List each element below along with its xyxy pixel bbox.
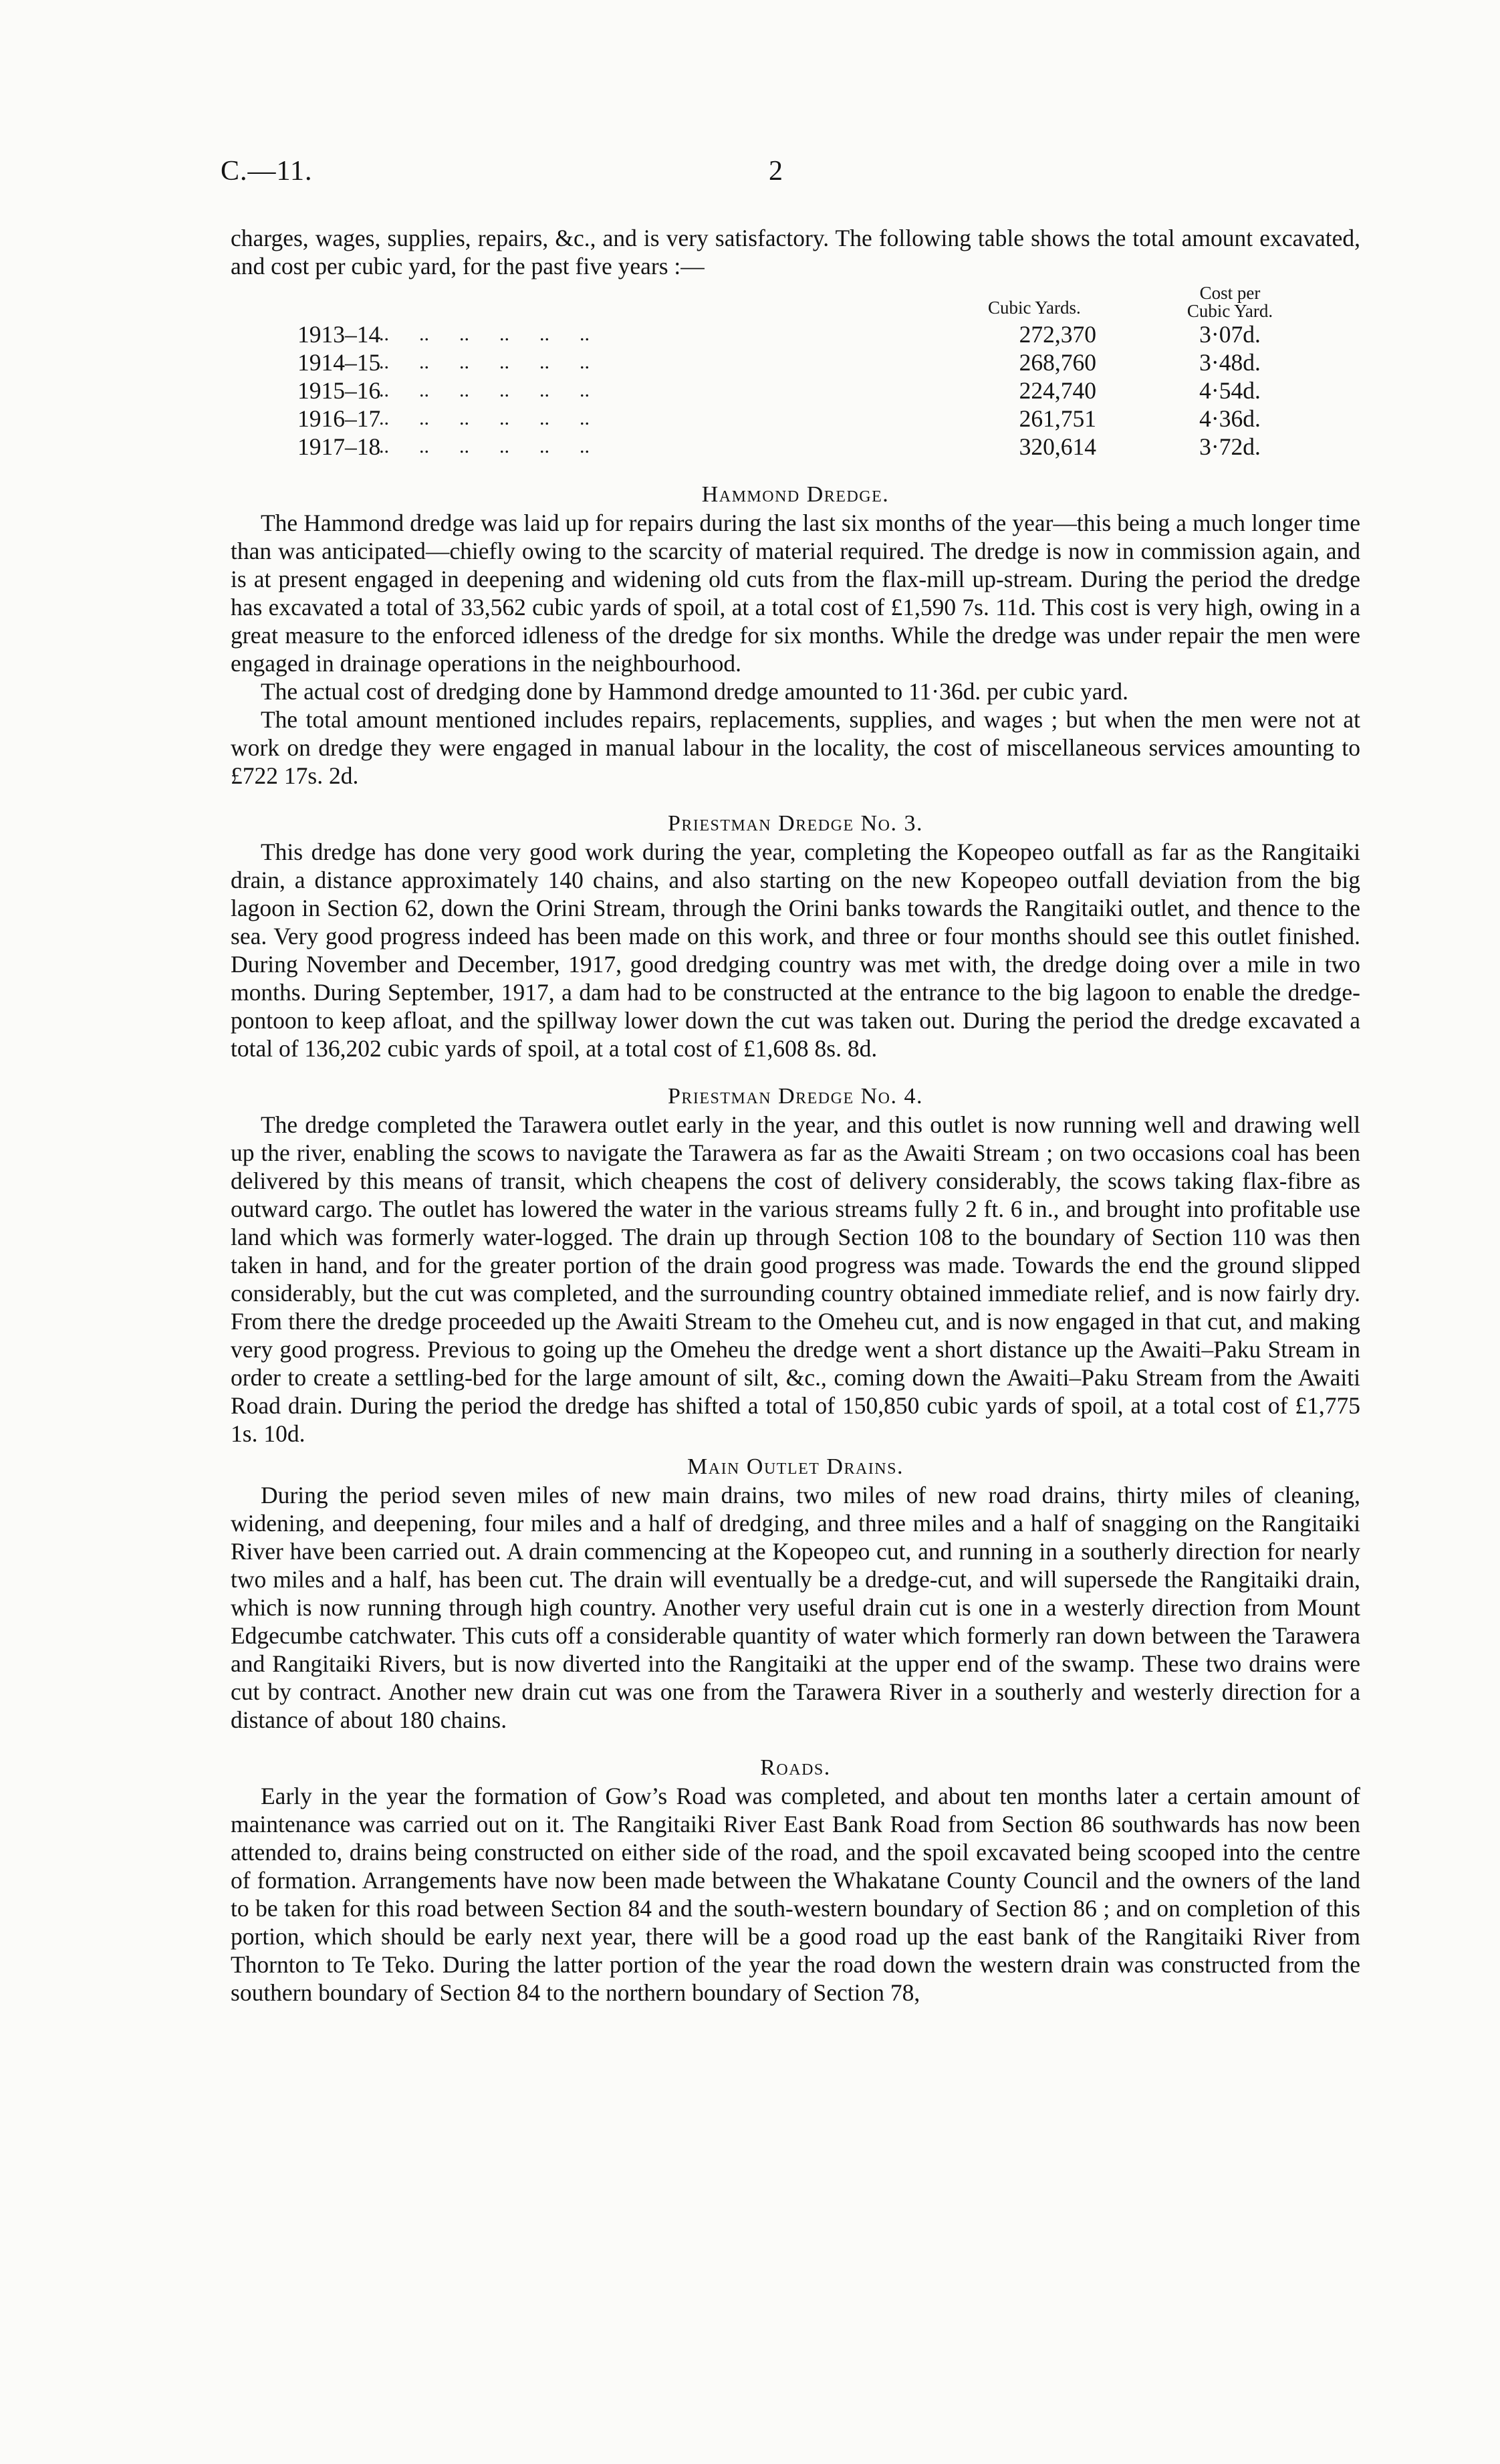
row-cubic-yards: 268,760 xyxy=(1019,349,1096,376)
row-cost: 3·07d. xyxy=(1199,321,1261,348)
hammond-paragraph-3: The total amount mentioned includes repairs, replacements, supplies, and wages ; but when the men were not at work on dredge they were engaged in manual labour in the locality, the cost of miscellaneous services amounting to £722 17s. 2d. xyxy=(231,706,1360,789)
section-heading-roads: Roads. xyxy=(760,1755,831,1780)
row-leader: .. .. .. .. .. .. xyxy=(379,351,590,373)
main-outlet-paragraph: During the period seven miles of new main drains, two miles of new road drains, thirty miles of cleaning, widening, and deepening, four miles and a half of dredging, and three miles and a half of snagging on the Rangitaiki River have been carried out. A drain commencing at the Kopeopeo cut, and running in a southerly direction for nearly two miles and a half, has been cut. The drain will eventually be a dredge-cut, and will supersede the Rangitaiki drain, which is now running through high country. Another very useful drain cut is one in a westerly direction from Mount Edgecumbe catchwater. This cuts off a considerable quantity of water which formerly ran down between the Tarawera and Rangitaiki Rivers, but is now diverted into the Rangitaiki at the upper end of the swamp. These two drains were cut by contract. Another new drain cut was one from the Tarawera River in a southerly and westerly direction for a distance of about 180 chains. xyxy=(231,1482,1360,1733)
column-header-cost-line2: Cubic Yard. xyxy=(1186,301,1273,321)
row-year: 1913–14 xyxy=(297,321,381,348)
hammond-paragraph-1: The Hammond dredge was laid up for repairs during the last six months of the year—this being a much longer time than was anticipated—chiefly owing to the scarcity of material required. The dredge is now in commission again, and is at present engaged in deepening and widening old cuts from the flax-mill up-stream. During the period the dredge has excavated a total of 33,562 cubic yards of spoil, at a total cost of £1,590 7s. 11d. This cost is very high, owing in a great measure to the enforced idleness of the dredge for six months. While the dredge was under repair the men were engaged in drainage operations in the neighbourhood. xyxy=(231,510,1360,677)
hammond-paragraph-2: The actual cost of dredging done by Hammond dredge amounted to 11·36d. per cubic yard. xyxy=(261,678,1128,705)
row-cost: 3·72d. xyxy=(1199,433,1261,460)
row-leader: .. .. .. .. .. .. xyxy=(379,379,590,401)
row-leader: .. .. .. .. .. .. xyxy=(379,407,590,429)
roads-paragraph: Early in the year the formation of Gow’s Road was completed, and about ten months later a certain amount of maintenance was carried out on it. The Rangitaiki River East Bank Road from Section 86 southwards has now been attended to, drains being constructed on either side of the road, and the spoil excavated being scooped into the centre of formation. Arrangements have now been made between the Whakatane County Council and the owners of the land to be taken for this road between Section 84 and the south-western boundary of Section 86 ; and on completion of this portion, which should be early next year, there will be a good road up the east bank of the Rangitaiki River from Thornton to Te Teko. During the latter portion of the year the road down the western drain was constructed from the southern boundary of Section 84 to the northern boundary of Section 78, xyxy=(231,1783,1360,2006)
column-header-cost-line1: Cost per xyxy=(1199,283,1261,303)
priestman-4-paragraph: The dredge completed the Tarawera outlet early in the year, and this outlet is now running well and drawing well up the river, enabling the scows to navigate the Tarawera as far as the Awaiti Stream ; on two occasions coal has been delivered by this means of transit, which cheapens the cost of delivery considerably, the scows taking flax-fibre as outward cargo. The outlet has lowered the water in the various streams fully 2 ft. 6 in., and brought into profitable use land which was formerly water-logged. The drain up through Section 108 to the boundary of Section 110 was then taken in hand, and for the greater portion of the drain good progress was made. Towards the end the ground slipped considerably, but the cut was completed, and the surrounding country obtained immediate relief, and is now fairly dry. From there the dredge proceeded up the Awaiti Stream to the Omeheu cut, and is now engaged in that cut, and making very good progress. Previous to going up the Omeheu the dredge went a short distance up the Awaiti–Paku Stream in order to create a settling-bed for the large amount of silt, &c., coming down the Awaiti–Paku Stream from the Awaiti Road drain. During the period the dredge has shifted a total of 150,850 cubic yards of spoil, at a total cost of £1,775 1s. 10d. xyxy=(231,1111,1360,1447)
section-heading-priestman-3: Priestman Dredge No. 3. xyxy=(667,811,923,836)
report-reference: C.—11. xyxy=(221,156,313,187)
row-leader: .. .. .. .. .. .. xyxy=(379,323,590,345)
section-heading-main-outlet-drains: Main Outlet Drains. xyxy=(687,1454,904,1479)
row-cost: 4·54d. xyxy=(1199,377,1261,404)
column-header-cubic-yards: Cubic Yards. xyxy=(988,298,1081,318)
row-leader: .. .. .. .. .. .. xyxy=(379,435,590,457)
row-cubic-yards: 261,751 xyxy=(1019,405,1096,432)
column-header-cost-per-cubic-yard xyxy=(1156,284,1303,320)
row-cubic-yards: 224,740 xyxy=(1019,377,1096,404)
excavation-table xyxy=(231,284,1360,461)
priestman-3-paragraph: This dredge has done very good work during the year, completing the Kopeopeo outfall as far as the Rangitaiki drain, a distance approximately 140 chains, and also starting on the new Kopeopeo outfall deviation from the big lagoon in Section 62, down the Orini Stream, through the Orini banks towards the Rangitaiki outlet, and thence to the sea. Very good progress indeed has been made on this work, and three or four months should see this outlet finished. During November and December, 1917, good dredging country was met with, the dredge doing over a mile in two months. During September, 1917, a dam had to be constructed at the entrance to the big lagoon to enable the dredge-pontoon to keep afloat, and the spillway lower down the cut was taken out. During the period the dredge excavated a total of 136,202 cubic yards of spoil, at a total cost of £1,608 8s. 8d. xyxy=(231,838,1360,1062)
table-row xyxy=(231,320,1360,348)
row-cost: 3·48d. xyxy=(1199,349,1261,376)
table-row xyxy=(231,348,1360,376)
section-heading-hammond-dredge: Hammond Dredge. xyxy=(701,482,890,507)
row-year: 1915–16 xyxy=(297,377,381,404)
row-cubic-yards: 320,614 xyxy=(1019,433,1096,460)
table-row xyxy=(231,433,1360,461)
row-cost: 4·36d. xyxy=(1199,405,1261,432)
row-year: 1916–17 xyxy=(297,405,381,432)
intro-paragraph: charges, wages, supplies, repairs, &c., and is very satisfactory. The following table shows the total amount excavated, and cost per cubic yard, for the past five years :— xyxy=(231,225,1360,279)
page-number: 2 xyxy=(769,156,783,187)
row-cubic-yards: 272,370 xyxy=(1019,321,1096,348)
table-row xyxy=(231,405,1360,433)
page-body xyxy=(231,224,1360,2007)
section-heading-priestman-4: Priestman Dredge No. 4. xyxy=(667,1084,923,1109)
page-header xyxy=(221,155,1357,195)
row-year: 1914–15 xyxy=(297,349,381,376)
table-row xyxy=(231,376,1360,405)
row-year: 1917–18 xyxy=(297,433,381,460)
